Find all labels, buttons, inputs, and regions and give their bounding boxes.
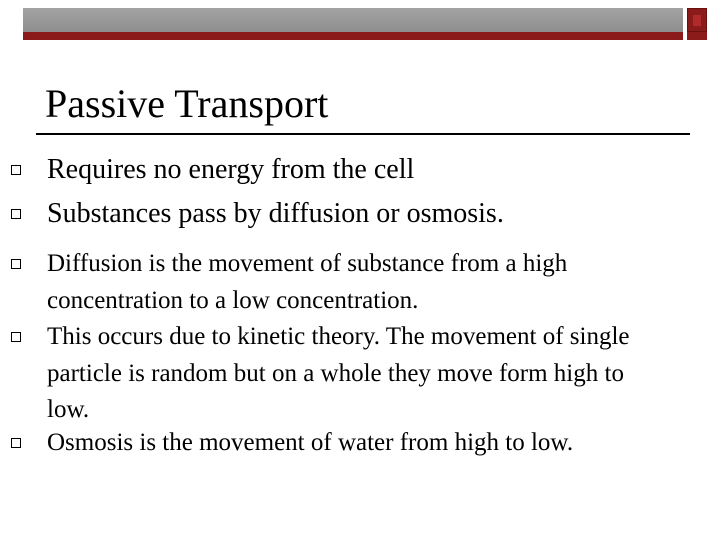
corner-decoration: [687, 8, 707, 40]
bullet-text: This occurs due to kinetic theory. The movement of single particle is random but on a whole they move form high to low.: [47, 323, 630, 423]
hollow-square-icon: [11, 259, 21, 269]
hollow-square-icon: [11, 332, 21, 342]
title-underline: [36, 133, 690, 135]
hollow-square-icon: [11, 209, 21, 219]
slide-title: Passive Transport: [45, 81, 329, 126]
bullet-text: Requires no energy from the cell: [47, 154, 415, 185]
bullet-text: Diffusion is the movement of substance from a high concentration to a low concentration.: [47, 250, 568, 314]
hollow-square-icon: [11, 438, 21, 448]
bullet-text: Osmosis is the movement of water from high to low.: [47, 429, 574, 456]
bullet-text: Substances pass by diffusion or osmosis.: [47, 198, 504, 229]
header-band: [23, 8, 683, 40]
corner-accent-bar: [687, 32, 707, 40]
corner-square-icon: [687, 8, 707, 32]
header-band-fill: [23, 8, 683, 32]
hollow-square-icon: [11, 165, 21, 175]
